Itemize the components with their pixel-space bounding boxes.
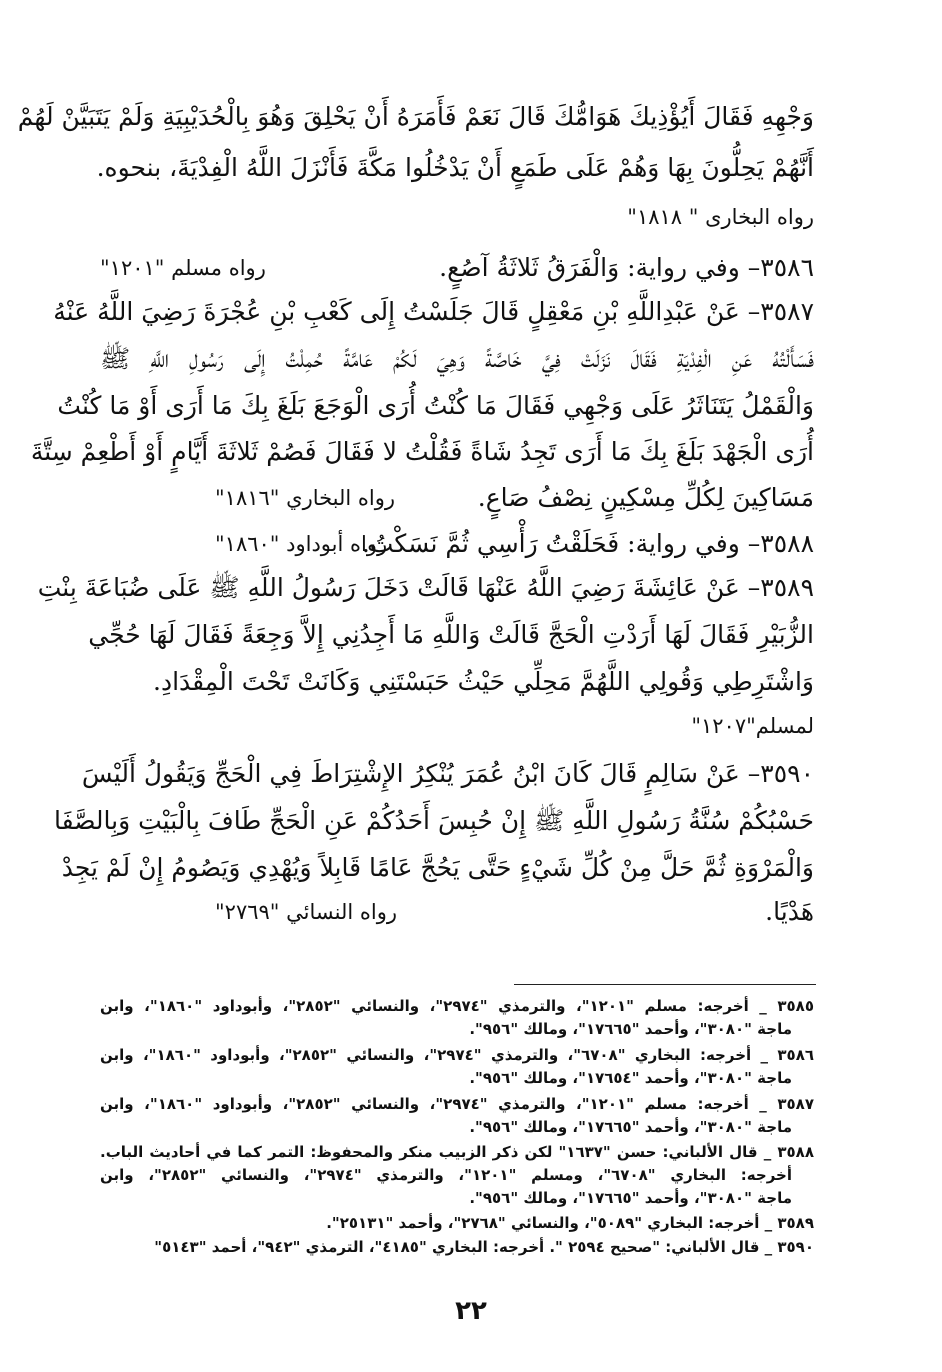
- hadith-3589-line-1: ٣٥٨٩– عَنْ عَائِشَةَ رَضِيَ اللَّهُ عَنْهَا قَالَتْ دَخَلَ رَسُولُ اللَّهِ ﷺ عَلَى ضُبَاعَةَ بِنْتِ: [37, 573, 814, 602]
- footnote-3587-line-2: ماجة "٣٠٨٠"، وأحمد "١٧٦٦٥"، ومالك "٩٥٦".: [469, 1118, 792, 1136]
- hadith-3590-end: [100, 890, 814, 934]
- source-3590: رواه النسائي "٢٧٦٩": [215, 900, 397, 924]
- hadith-3590-line-3: وَالْمَرْوَةِ ثُمَّ حَلَّ مِنْ كُلِّ شَيْءٍ حَتَّى يَحُجَّ عَامًا قَابِلاً وَيُهْدِي وَيَصُومُ إِنْ لَمْ يَجِدْ: [61, 853, 814, 882]
- hadith-3587-line-4: أُرَى الْجَهْدَ بَلَغَ بِكَ مَا أَرَى تَجِدُ شَاةً فَقُلْتُ لا فَقَالَ فَصُمْ ثَلاثَةَ أَيَّامٍ أَوْ أَطْعِمْ سِتَّةَ: [30, 437, 814, 466]
- hadith-3587-line-2: فَسَأَلْتُهُ عَنِ الْفِدْيَةِ فَقَالَ نَزَلَتْ فِيَّ خَاصَّةً وَهِيَ لَكُمْ عَامَّةً حُمِلْتُ إِلَى رَسُولِ اللَّهِ ﷺ: [100, 344, 814, 373]
- hadith-3585-line-2: أَنَّهُمْ يَحِلُّونَ بِهَا وَهُمْ عَلَى طَمَعٍ أَنْ يَدْخُلُوا مَكَّةَ فَأَنْزَلَ اللَّهُ الْفِدْيَةَ، بنحوه.: [96, 153, 814, 182]
- hadith-3585-line-1: وَجْهِهِ فَقَالَ أَيُؤْذِيكَ هَوَامُّكَ قَالَ نَعَمْ فَأَمَرَهُ أَنْ يَحْلِقَ وَهُوَ بِالْحُدَيْبِيَةِ وَلَمْ يَتَبَيَّنْ لَهُمْ: [17, 102, 814, 131]
- footnote-3586-line-1: ٣٥٨٦ _ أخرجه: البخاري "٦٧٠٨"، والترمذي "٢٩٧٤"، والنسائي "٢٨٥٢"، وأبوداود "١٨٦٠"، وابن: [100, 1046, 815, 1064]
- footnote-3587-line-1: ٣٥٨٧ _ أخرجه: مسلم "١٢٠١"، والترمذي "٢٩٧٤"، والنسائي "٢٨٥٢"، وأبوداود "١٨٦٠"، وابن: [100, 1095, 814, 1113]
- hadith-3587-line-3: وَالْقَمْلُ يَتَنَاثَرُ عَلَى وَجْهِي فَقَالَ مَا كُنْتُ أُرَى الْوَجَعَ بَلَغَ بِكَ مَا أَرَى أَوْ مَا كُنْتُ: [57, 391, 814, 420]
- hadith-3587-line-5: مَسَاكِينَ لِكُلِّ مِسْكِينٍ نِصْفُ صَاعٍ.: [477, 483, 814, 512]
- footnote-3589: ٣٥٨٩ _ أخرجه: البخاري "٥٠٨٩"، والنسائي "٢٧٦٨"، وأحمد "٢٥١٣١".: [326, 1214, 814, 1232]
- hadith-3589-line-3: وَاشْتَرِطِي وَقُولِي اللَّهُمَّ مَحِلِّي حَيْثُ حَبَسْتَنِي وَكَانَتْ تَحْتَ الْمِقْدَادِ.: [153, 667, 814, 696]
- hadith-3588: [100, 522, 814, 566]
- hadith-3587-end: [100, 476, 814, 520]
- hadith-3586: [100, 246, 814, 290]
- source-3585: رواه البخارى " ١٨١٨": [627, 205, 814, 229]
- page-number: ٢٢: [455, 1296, 487, 1326]
- footnote-3585-line-2: ماجة "٣٠٨٠"، وأحمد "١٧٦٦٥"، ومالك "٩٥٦".: [469, 1020, 792, 1038]
- hadith-3589-line-2: الزُّبَيْرِ فَقَالَ لَهَا أَرَدْتِ الْحَجَّ قَالَتْ وَاللَّهِ مَا أَجِدُنِي إِلاَّ وَجِعَةً فَقَالَ لَهَا حُجِّي: [88, 620, 814, 649]
- hadith-3586-text: ٣٥٨٦– وفي رواية: وَالْفَرَقُ ثَلاثَةُ آصُعٍ.: [439, 253, 814, 282]
- footnote-3585-line-1: ٣٥٨٥ _ أخرجه: مسلم "١٢٠١"، والترمذي "٢٩٧٤"، والنسائي "٢٨٥٢"، وأبوداود "١٨٦٠"، وابن: [100, 997, 814, 1015]
- footnote-3590: ٣٥٩٠ _ قال الألباني: "صحيح ٢٥٩٤ ". أخرجه: البخاري "٤١٨٥"، الترمذي "٩٤٢"، أحمد "٥١٤٣": [154, 1238, 814, 1256]
- hadith-3590-line-4: هَدْيًا.: [765, 897, 814, 926]
- hadith-3587-line-1: ٣٥٨٧– عَنْ عَبْدِاللَّهِ بْنِ مَعْقِلٍ قَالَ جَلَسْتُ إِلَى كَعْبِ بْنِ عُجْرَةَ رَضِيَ اللَّهُ عَنْهُ: [53, 297, 814, 326]
- source-3586: رواه مسلم "١٢٠١": [100, 256, 266, 280]
- hadith-3588-text: ٣٥٨٨– وفي رواية: فَحَلَقْتُ رَأْسِي ثُمَّ نَسَكْتُ.: [361, 529, 814, 558]
- footnote-divider: [514, 984, 816, 985]
- footnote-3586-line-2: ماجة "٣٠٨٠"، وأحمد "١٧٦٥٤"، ومالك "٩٥٦".: [469, 1069, 792, 1087]
- source-3589: لمسلم"١٢٠٧": [691, 714, 814, 738]
- source-3587: رواه البخاري "١٨١٦": [215, 486, 396, 510]
- footnote-3588-line-3: ماجة "٣٠٨٠"، وأحمد "١٧٦٦٥"، ومالك "٩٥٦".: [469, 1189, 792, 1207]
- footnote-3588-line-2: أخرجه: البخاري "٦٧٠٨"، ومسلم "١٢٠١"، والترمذي "٢٩٧٤"، والنسائي "٢٨٥٢"، وابن: [100, 1166, 792, 1184]
- source-3588: رواه أبوداود "١٨٦٠": [215, 532, 388, 556]
- footnote-3588-line-1: ٣٥٨٨ _ قال الألباني: حسن "١٦٣٧" لكن ذكر الزبيب منكر والمحفوظ: التمر كما في أحاديث الباب.: [100, 1143, 814, 1161]
- hadith-3590-line-1: ٣٥٩٠– عَنْ سَالِمٍ قَالَ كَانَ ابْنُ عُمَرَ يُنْكِرُ الإِشْتِرَاطَ فِي الْحَجِّ وَيَقُولُ أَلَيْسَ: [81, 759, 814, 788]
- hadith-3590-line-2: حَسْبُكُمْ سُنَّةُ رَسُولِ اللَّهِ ﷺ إِنْ حُبِسَ أَحَدُكُمْ عَنِ الْحَجِّ طَافَ بِالْبَيْتِ وَبِالصَّفَا: [53, 806, 814, 835]
